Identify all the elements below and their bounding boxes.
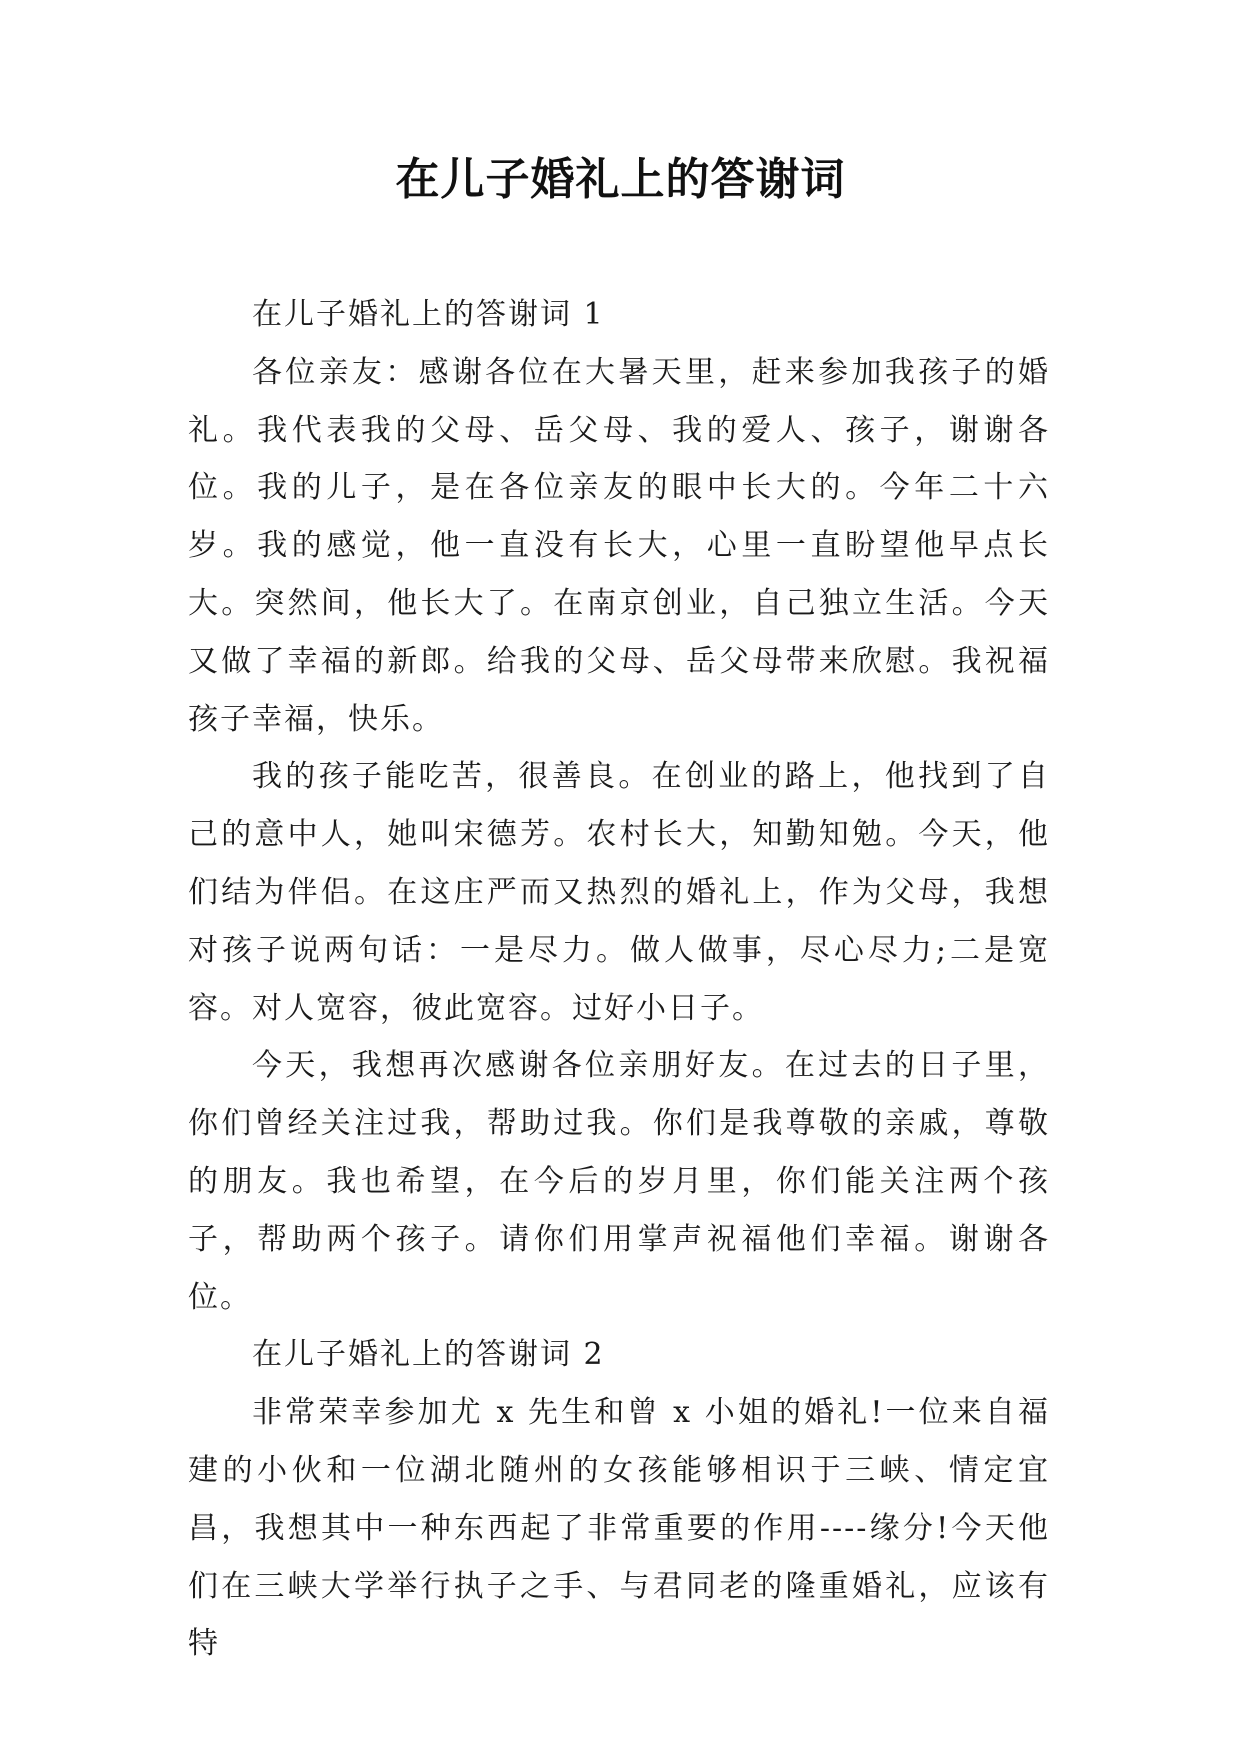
document-body xyxy=(188,286,1050,1673)
paragraph: 非常荣幸参加尤 x 先生和曾 x 小姐的婚礼!一位来自福建的小伙和一位湖北随州的女孩能够相识于三峡、情定宜昌，我想其中一种东西起了非常重要的作用----缘分!今天他们在三峡大学举行执子之手、与君同老的隆重婚礼，应该有特 xyxy=(188,1395,1050,1662)
document-title: 在儿子婚礼上的答谢词 xyxy=(395,154,846,205)
paragraph: 各位亲友：感谢各位在大暑天里，赶来参加我孩子的婚礼。我代表我的父母、岳父母、我的爱人、孩子，谢谢各位。我的儿子，是在各位亲友的眼中长大的。今年二十六岁。我的感觉，他一直没有长大，心里一直盼望他早点长大。突然间，他长大了。在南京创业，自己独立生活。今天又做了幸福的新郎。给我的父母、岳父母带来欣慰。我祝福孩子幸福，快乐。 xyxy=(188,354,1050,737)
paragraph: 我的孩子能吃苦，很善良。在创业的路上，他找到了自己的意中人，她叫宋德芳。农村长大，知勤知勉。今天，他们结为伴侣。在这庄严而又热烈的婚礼上，作为父母，我想对孩子说两句话：一是尽力。做人做事，尽心尽力;二是宽容。对人宽容，彼此宽容。过好小日子。 xyxy=(188,759,1050,1026)
section-heading-1: 在儿子婚礼上的答谢词 1 xyxy=(252,297,605,332)
paragraph: 今天，我想再次感谢各位亲朋好友。在过去的日子里，你们曾经关注过我，帮助过我。你们是我尊敬的亲戚，尊敬的朋友。我也希望，在今后的岁月里，你们能关注两个孩子，帮助两个孩子。请你们用掌声祝福他们幸福。谢谢各位。 xyxy=(188,1048,1050,1315)
section-heading-2: 在儿子婚礼上的答谢词 2 xyxy=(252,1337,605,1373)
